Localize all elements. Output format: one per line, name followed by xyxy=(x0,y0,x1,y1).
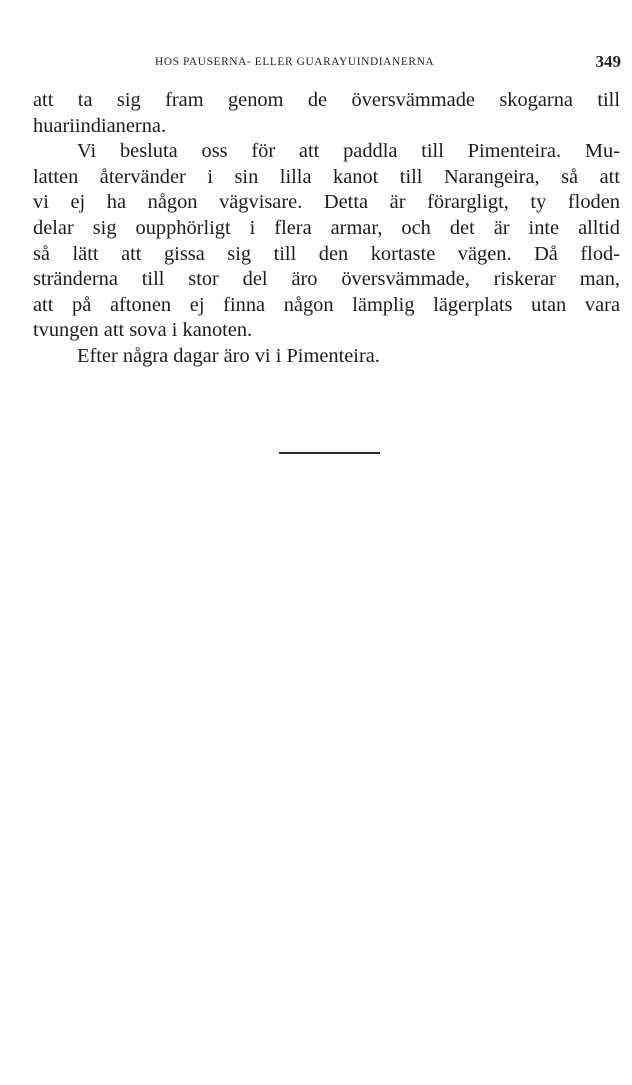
running-title: HOS PAUSERNA- ELLER GUARAYUINDIANERNA xyxy=(155,56,435,68)
text-line: huariindianerna. xyxy=(33,114,167,137)
section-end-rule xyxy=(279,452,380,454)
page-number: 349 xyxy=(595,52,621,71)
text-line: så lätt att gissa sig till den kortaste vägen. Då flod- xyxy=(33,242,620,265)
text-line: stränderna till stor del äro översvämmade, riskerar man, xyxy=(33,268,620,291)
text-line: att ta sig fram genom de översvämmade skogarna till xyxy=(33,89,620,111)
body-text xyxy=(33,88,620,370)
text-line: tvungen att sova i kanoten. xyxy=(33,319,253,342)
paragraph-start-line: Vi besluta oss för att paddla till Pimenteira. Mu- xyxy=(77,140,620,163)
text-line: vi ej ha någon vägvisare. Detta är förargligt, ty floden xyxy=(33,191,620,214)
text-line: latten återvänder i sin lilla kanot till Narangeira, så att xyxy=(33,165,620,188)
text-line: delar sig oupphörligt i flera armar, och det är inte alltid xyxy=(33,216,620,239)
text-line: att på aftonen ej finna någon lämplig lägerplats utan vara xyxy=(33,293,620,316)
running-head xyxy=(0,53,632,73)
paragraph-start-line: Efter några dagar äro vi i Pimenteira. xyxy=(77,344,380,367)
